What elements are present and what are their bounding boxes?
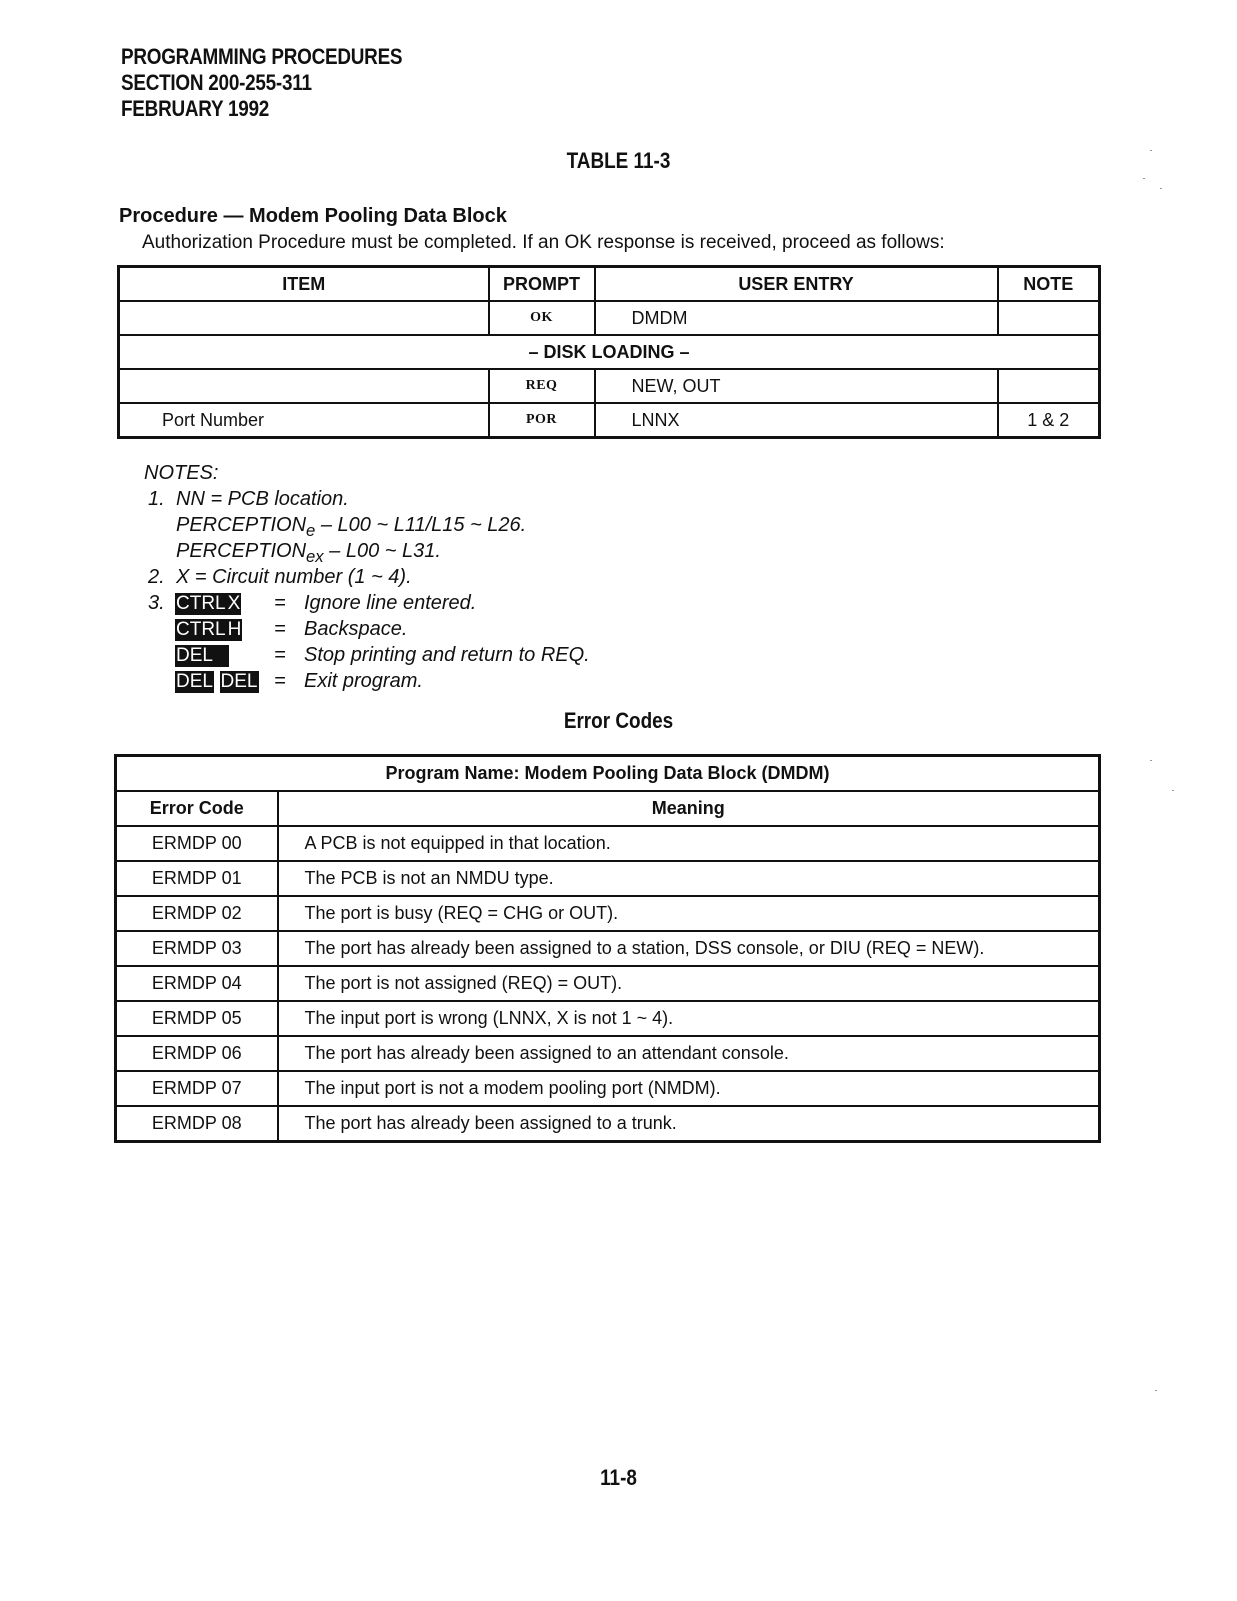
note-1b-rest: – L00 ~ L31. (323, 540, 441, 562)
note-2-number: 2. (148, 566, 165, 588)
col-header-note: NOTE (998, 267, 1100, 302)
key-ctrl: CTRL (176, 619, 226, 640)
error-codes-title: Error Codes (563, 708, 674, 733)
key-del: DEL (220, 671, 258, 692)
error-table-header (116, 791, 1100, 826)
table-row (116, 931, 1100, 966)
key-combo-2 (175, 616, 242, 642)
error-code-cell: ERMDP 08 (116, 1106, 278, 1142)
error-code-cell: ERMDP 04 (116, 966, 278, 1001)
note-cell (998, 369, 1100, 403)
procedure-title: Procedure — Modem Pooling Data Block (119, 205, 507, 227)
key-equals: = (274, 618, 286, 640)
table-row (116, 896, 1100, 931)
key-equals: = (274, 592, 286, 614)
meaning-cell: The port has already been assigned to a station, DSS console, or DIU (REQ = NEW). (278, 931, 1100, 966)
error-code-cell: ERMDP 02 (116, 896, 278, 931)
key-del: DEL (176, 671, 213, 692)
error-code-cell: ERMDP 01 (116, 861, 278, 896)
notes-heading: NOTES: (144, 462, 219, 484)
item-cell: Port Number (119, 403, 489, 438)
scan-speck (1150, 760, 1152, 761)
program-name: Program Name: Modem Pooling Data Block (DMDM) (116, 756, 1100, 792)
scan-speck (1172, 790, 1174, 791)
note-cell (998, 301, 1100, 335)
key-desc: Ignore line entered. (304, 592, 477, 614)
procedure-table (117, 265, 1101, 439)
scan-speck (1160, 188, 1162, 189)
page-number: 11-8 (600, 1465, 637, 1490)
key-del: DEL (175, 645, 229, 667)
scan-speck (1143, 178, 1145, 179)
disk-loading-label: – DISK LOADING – (119, 335, 1100, 369)
table-row (116, 1001, 1100, 1036)
meaning-cell: The port is busy (REQ = CHG or OUT). (278, 896, 1100, 931)
key-desc: Exit program. (304, 670, 423, 692)
scan-speck (1155, 1390, 1157, 1391)
table-row (119, 403, 1100, 438)
meaning-cell: The input port is not a modem pooling port (NMDM). (278, 1071, 1100, 1106)
table-row (116, 1106, 1100, 1142)
note-1b-sub: ex (306, 547, 324, 566)
note-1b-base: PERCEPTION (176, 540, 307, 562)
prompt-cell: POR (489, 403, 595, 438)
key-combo-3 (175, 642, 229, 668)
key-equals: = (274, 670, 286, 692)
table-row (116, 1036, 1100, 1071)
header-line-1: PROGRAMMING PROCEDURES (121, 44, 403, 69)
table-row (116, 826, 1100, 861)
col-header-error-code: Error Code (116, 791, 278, 826)
note-1-text: NN = PCB location. (176, 488, 349, 510)
program-name-row (116, 756, 1100, 792)
table-row (116, 966, 1100, 1001)
table-row (116, 861, 1100, 896)
meaning-cell: The PCB is not an NMDU type. (278, 861, 1100, 896)
note-1-number: 1. (148, 488, 165, 510)
table-title: TABLE 11-3 (566, 148, 671, 173)
item-cell (119, 369, 489, 403)
note-1a-rest: – L00 ~ L11/L15 ~ L26. (315, 514, 527, 536)
user-entry-cell: NEW, OUT (595, 369, 998, 403)
prompt-cell: OK (489, 301, 595, 335)
table-row (116, 1071, 1100, 1106)
authorization-text: Authorization Procedure must be completed. If an OK response is received, proceed as follows: (142, 232, 945, 253)
user-entry-cell: LNNX (595, 403, 998, 438)
key-ctrl: CTRL (176, 593, 226, 614)
error-code-cell: ERMDP 05 (116, 1001, 278, 1036)
key-equals: = (274, 644, 286, 666)
table-row (119, 369, 1100, 403)
key-h: H (227, 619, 242, 640)
key-combo-4 (175, 668, 259, 694)
col-header-item: ITEM (119, 267, 489, 302)
header-line-3: FEBRUARY 1992 (121, 96, 270, 121)
meaning-cell: The port has already been assigned to a trunk. (278, 1106, 1100, 1142)
error-codes-table (114, 754, 1101, 1143)
key-desc: Backspace. (304, 618, 408, 640)
user-entry-cell: DMDM (595, 301, 998, 335)
col-header-prompt: PROMPT (489, 267, 595, 302)
col-header-meaning: Meaning (278, 791, 1100, 826)
note-1a-base: PERCEPTION (176, 514, 307, 536)
note-1a-sub: e (306, 521, 316, 540)
error-code-cell: ERMDP 06 (116, 1036, 278, 1071)
procedure-table-header (119, 267, 1100, 302)
key-x: X (227, 593, 241, 614)
prompt-cell: REQ (489, 369, 595, 403)
table-row (119, 301, 1100, 335)
note-3-number: 3. (148, 592, 165, 614)
meaning-cell: The port is not assigned (REQ) = OUT). (278, 966, 1100, 1001)
document-header (121, 44, 402, 122)
key-combo-1 (175, 590, 241, 616)
error-code-cell: ERMDP 00 (116, 826, 278, 861)
header-line-2: SECTION 200-255-311 (121, 70, 312, 95)
col-header-user-entry: USER ENTRY (595, 267, 998, 302)
disk-loading-row (119, 335, 1100, 369)
meaning-cell: The port has already been assigned to an attendant console. (278, 1036, 1100, 1071)
meaning-cell: A PCB is not equipped in that location. (278, 826, 1100, 861)
item-cell (119, 301, 489, 335)
error-code-cell: ERMDP 03 (116, 931, 278, 966)
error-code-cell: ERMDP 07 (116, 1071, 278, 1106)
key-desc: Stop printing and return to REQ. (304, 644, 590, 666)
note-2-text: X = Circuit number (1 ~ 4). (176, 566, 412, 588)
scan-speck (1150, 150, 1152, 151)
note-cell: 1 & 2 (998, 403, 1100, 438)
meaning-cell: The input port is wrong (LNNX, X is not 1 ~ 4). (278, 1001, 1100, 1036)
